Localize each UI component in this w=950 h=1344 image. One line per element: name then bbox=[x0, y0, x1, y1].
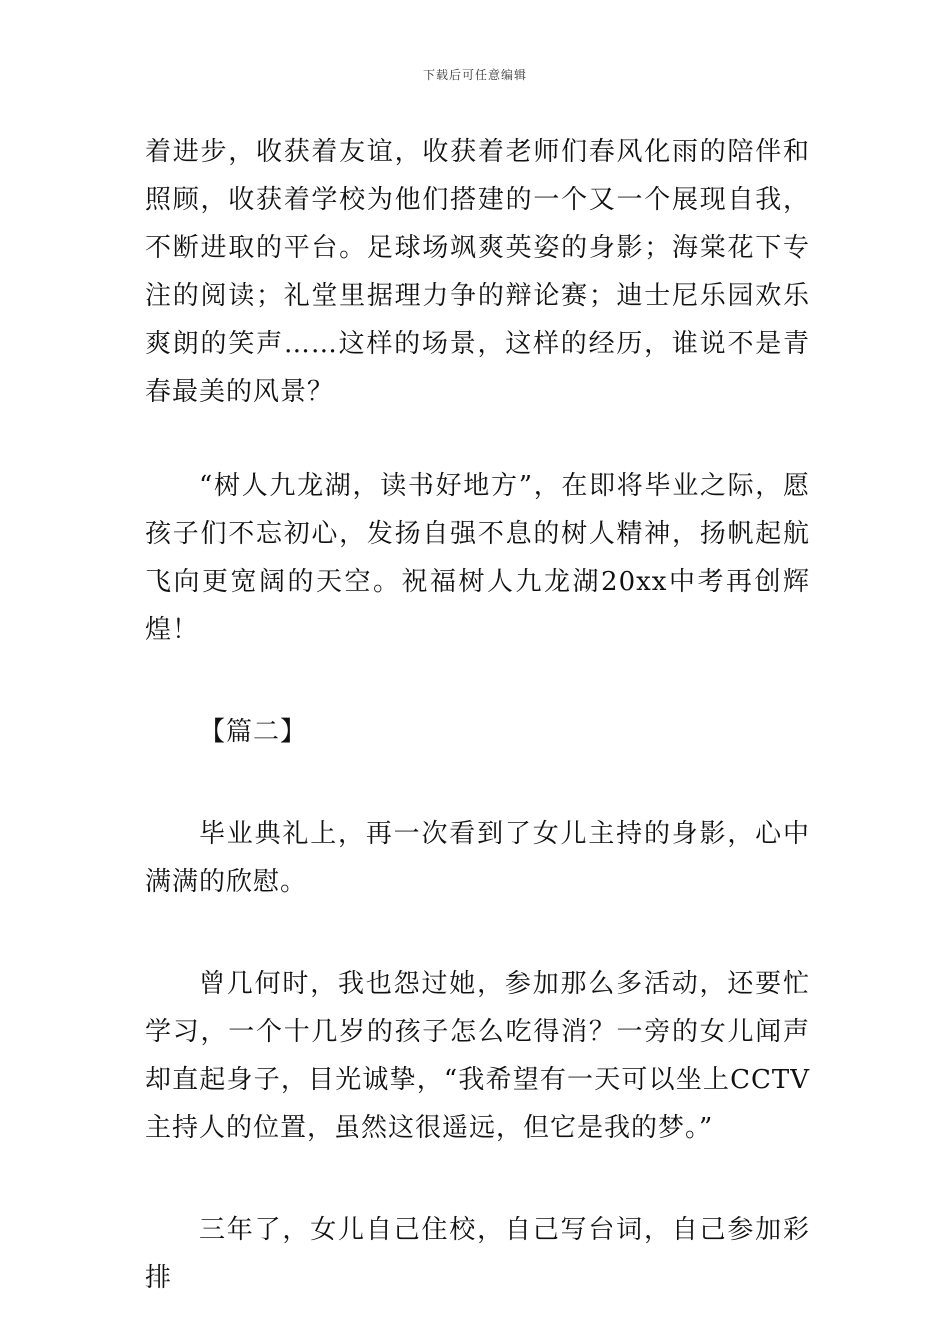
section-heading: 【篇二】 bbox=[199, 717, 308, 747]
paragraph-blessing: “树人九龙湖，读书好地方”，在即将毕业之际，愿孩子们不忘初心，发扬自强不息的树人精神，扬帆起航飞向更宽阔的天空。祝福树人九龙湖20xx中考再创辉煌！ bbox=[145, 471, 810, 645]
document-body bbox=[145, 128, 810, 1302]
paragraph-three-years: 三年了，女儿自己住校，自己写台词，自己参加彩排 bbox=[145, 1215, 810, 1293]
page-header-note: 下载后可任意编辑 bbox=[422, 68, 527, 82]
paragraph-memory: 曾几何时，我也怨过她，参加那么多活动，还要忙学习，一个十几岁的孩子怎么吃得消？一旁的女儿闻声却直起身子，目光诚挚，“我希望有一天可以坐上CCTV主持人的位置，虽然这很遥远，但它是我的梦。” bbox=[145, 969, 810, 1143]
paragraph-graduation: 毕业典礼上，再一次看到了女儿主持的身影，心中满满的欣慰。 bbox=[145, 819, 810, 897]
paragraph-continuation: 着进步，收获着友谊，收获着老师们春风化雨的陪伴和照顾，收获着学校为他们搭建的一个又一个展现自我，不断进取的平台。足球场飒爽英姿的身影；海棠花下专注的阅读；礼堂里据理力争的辩论赛；迪士尼乐园欢乐爽朗的笑声……这样的场景，这样的经历，谁说不是青春最美的风景？ bbox=[145, 137, 810, 407]
